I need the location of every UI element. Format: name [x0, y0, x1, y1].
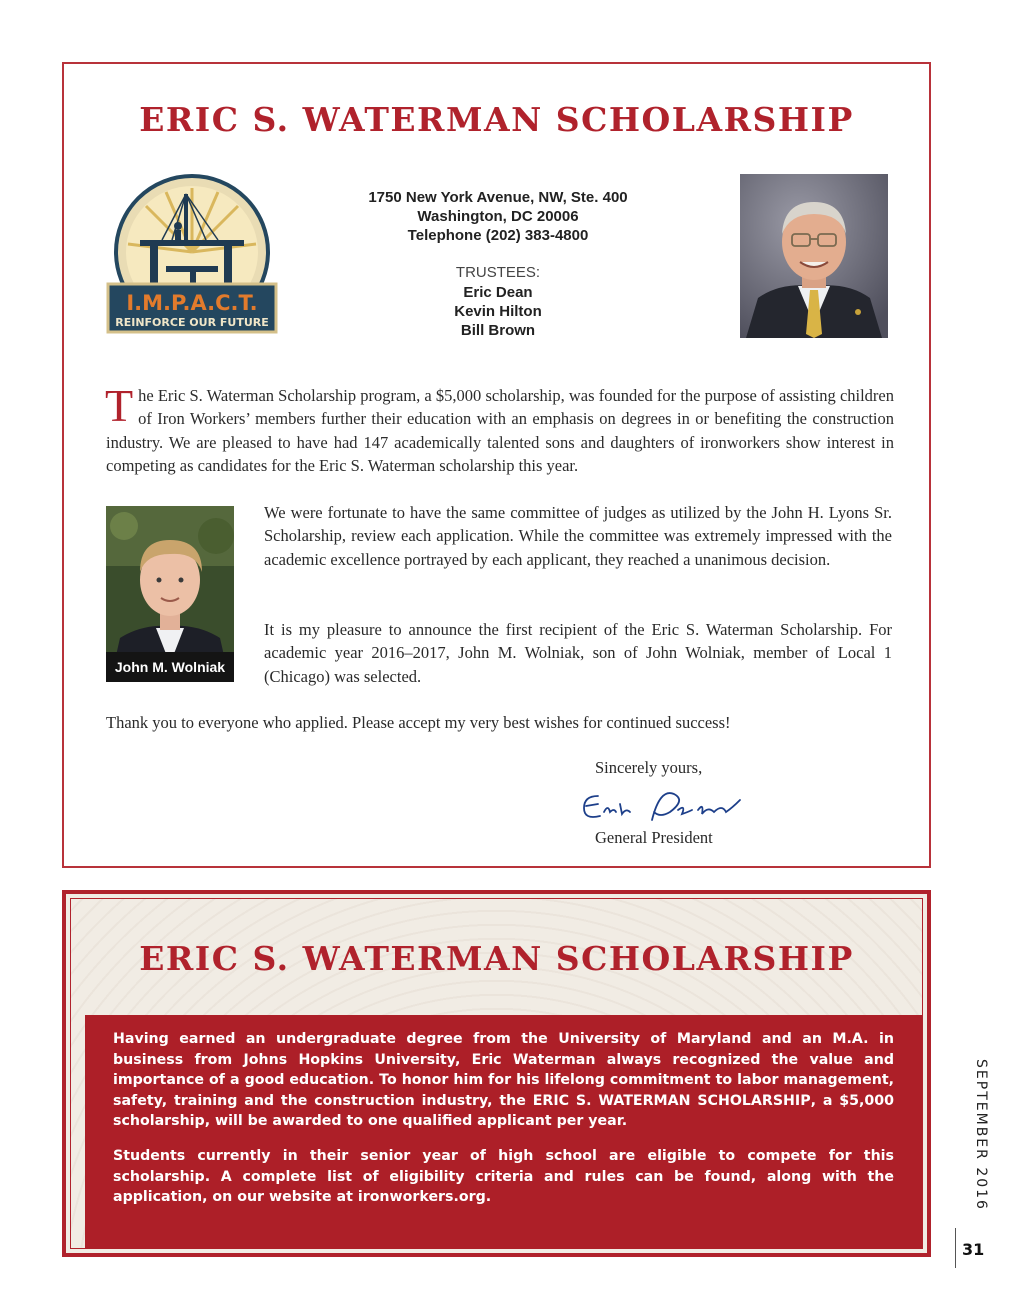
drop-cap: T — [105, 380, 134, 431]
logo-tagline: REINFORCE OUR FUTURE — [115, 316, 269, 329]
closing-line: Sincerely yours, — [595, 758, 703, 777]
trustees-list — [344, 283, 652, 340]
address-phone: Telephone (202) 383-4800 — [407, 227, 589, 244]
address-street: 1750 New York Avenue, NW, Ste. 400 — [368, 189, 628, 206]
feature-inner-frame — [70, 898, 923, 1249]
trustee-name: Bill Brown — [460, 322, 536, 339]
feature-paragraph-2 — [113, 1146, 894, 1208]
impact-logo — [106, 174, 278, 338]
feature-p2-text-end: . — [485, 1189, 492, 1206]
feature-title: ERIC S. WATERMAN SCHOLARSHIP — [139, 939, 854, 978]
feature-p1-text-end: , a $5,000 scholarship, will be awarded to one qualified applicant per year. — [113, 1092, 894, 1130]
trustee-name: Kevin Hilton — [454, 303, 542, 320]
page-number: 31 — [962, 1240, 985, 1259]
recipient-paragraph: It is my pleasure to announce the first recipient of the Eric S. Waterman Scholarship. For academic year 2016–2017, John M. Wolniak, son of John Wolniak, member of Local 1 (Chicago) was selected. — [264, 620, 892, 686]
feature-box — [62, 890, 931, 1257]
trustees-heading: TRUSTEES: — [455, 264, 541, 281]
logo-name: I.M.P.A.C.T. — [126, 291, 258, 315]
signature-image — [574, 782, 754, 828]
address-city: Washington, DC 20006 — [417, 208, 579, 225]
issue-date — [936, 1060, 1024, 1210]
issue-date-text: SEPTEMBER 2016 — [973, 1059, 990, 1211]
thanks-paragraph: Thank you to everyone who applied. Please accept my very best wishes for continued success! — [106, 713, 731, 732]
student-photo — [106, 506, 234, 682]
feature-p1-text: Having earned an undergraduate degree from the University of Maryland and an M.A. in business from Johns Hopkins University, Eric Waterman always recognized the value and importance of a good education. To honor him for his lifelong commitment to labor management, safety, training and the construction industry, the — [113, 1031, 894, 1109]
intro-text: he Eric S. Waterman Scholarship program, a $5,000 scholarship, was founded for the purpose of assisting children of Iron Workers’ members further their education with an emphasis on degrees in or benefiting the construction industry. We are pleased to have had 147 academically talented sons and daughters of ironworkers show interest in competing as candidates for the Eric S. Waterman scholarship this year. — [106, 386, 894, 476]
address-block — [344, 188, 652, 245]
committee-paragraph: We were fortunate to have the same committee of judges as utilized by the John H. Lyons Sr. Scholarship, review each application. While the committee was extremely impressed with the academic excellence portrayed by each applicant, they reached a unanimous decision. — [264, 503, 892, 569]
president-portrait — [740, 174, 888, 338]
feature-p2-text: Students currently in their senior year of high school are eligible to compete for this scholarship. A complete list of eligibility criteria and rules can be found, along with the application, on our website at — [113, 1147, 894, 1206]
feature-p1-bold: ERIC S. WATERMAN SCHOLARSHIP — [532, 1092, 811, 1109]
feature-body — [85, 1015, 922, 1249]
website-link[interactable]: ironworkers.org — [357, 1189, 486, 1206]
page-number-divider — [955, 1228, 956, 1268]
feature-paragraph-1 — [113, 1029, 894, 1132]
letter-card — [62, 62, 931, 868]
signer-title: General President — [595, 828, 713, 847]
letter-title: ERIC S. WATERMAN SCHOLARSHIP — [139, 100, 854, 139]
student-caption: John M. Wolniak — [106, 652, 234, 682]
trustee-name: Eric Dean — [463, 284, 533, 301]
intro-paragraph — [105, 380, 894, 478]
